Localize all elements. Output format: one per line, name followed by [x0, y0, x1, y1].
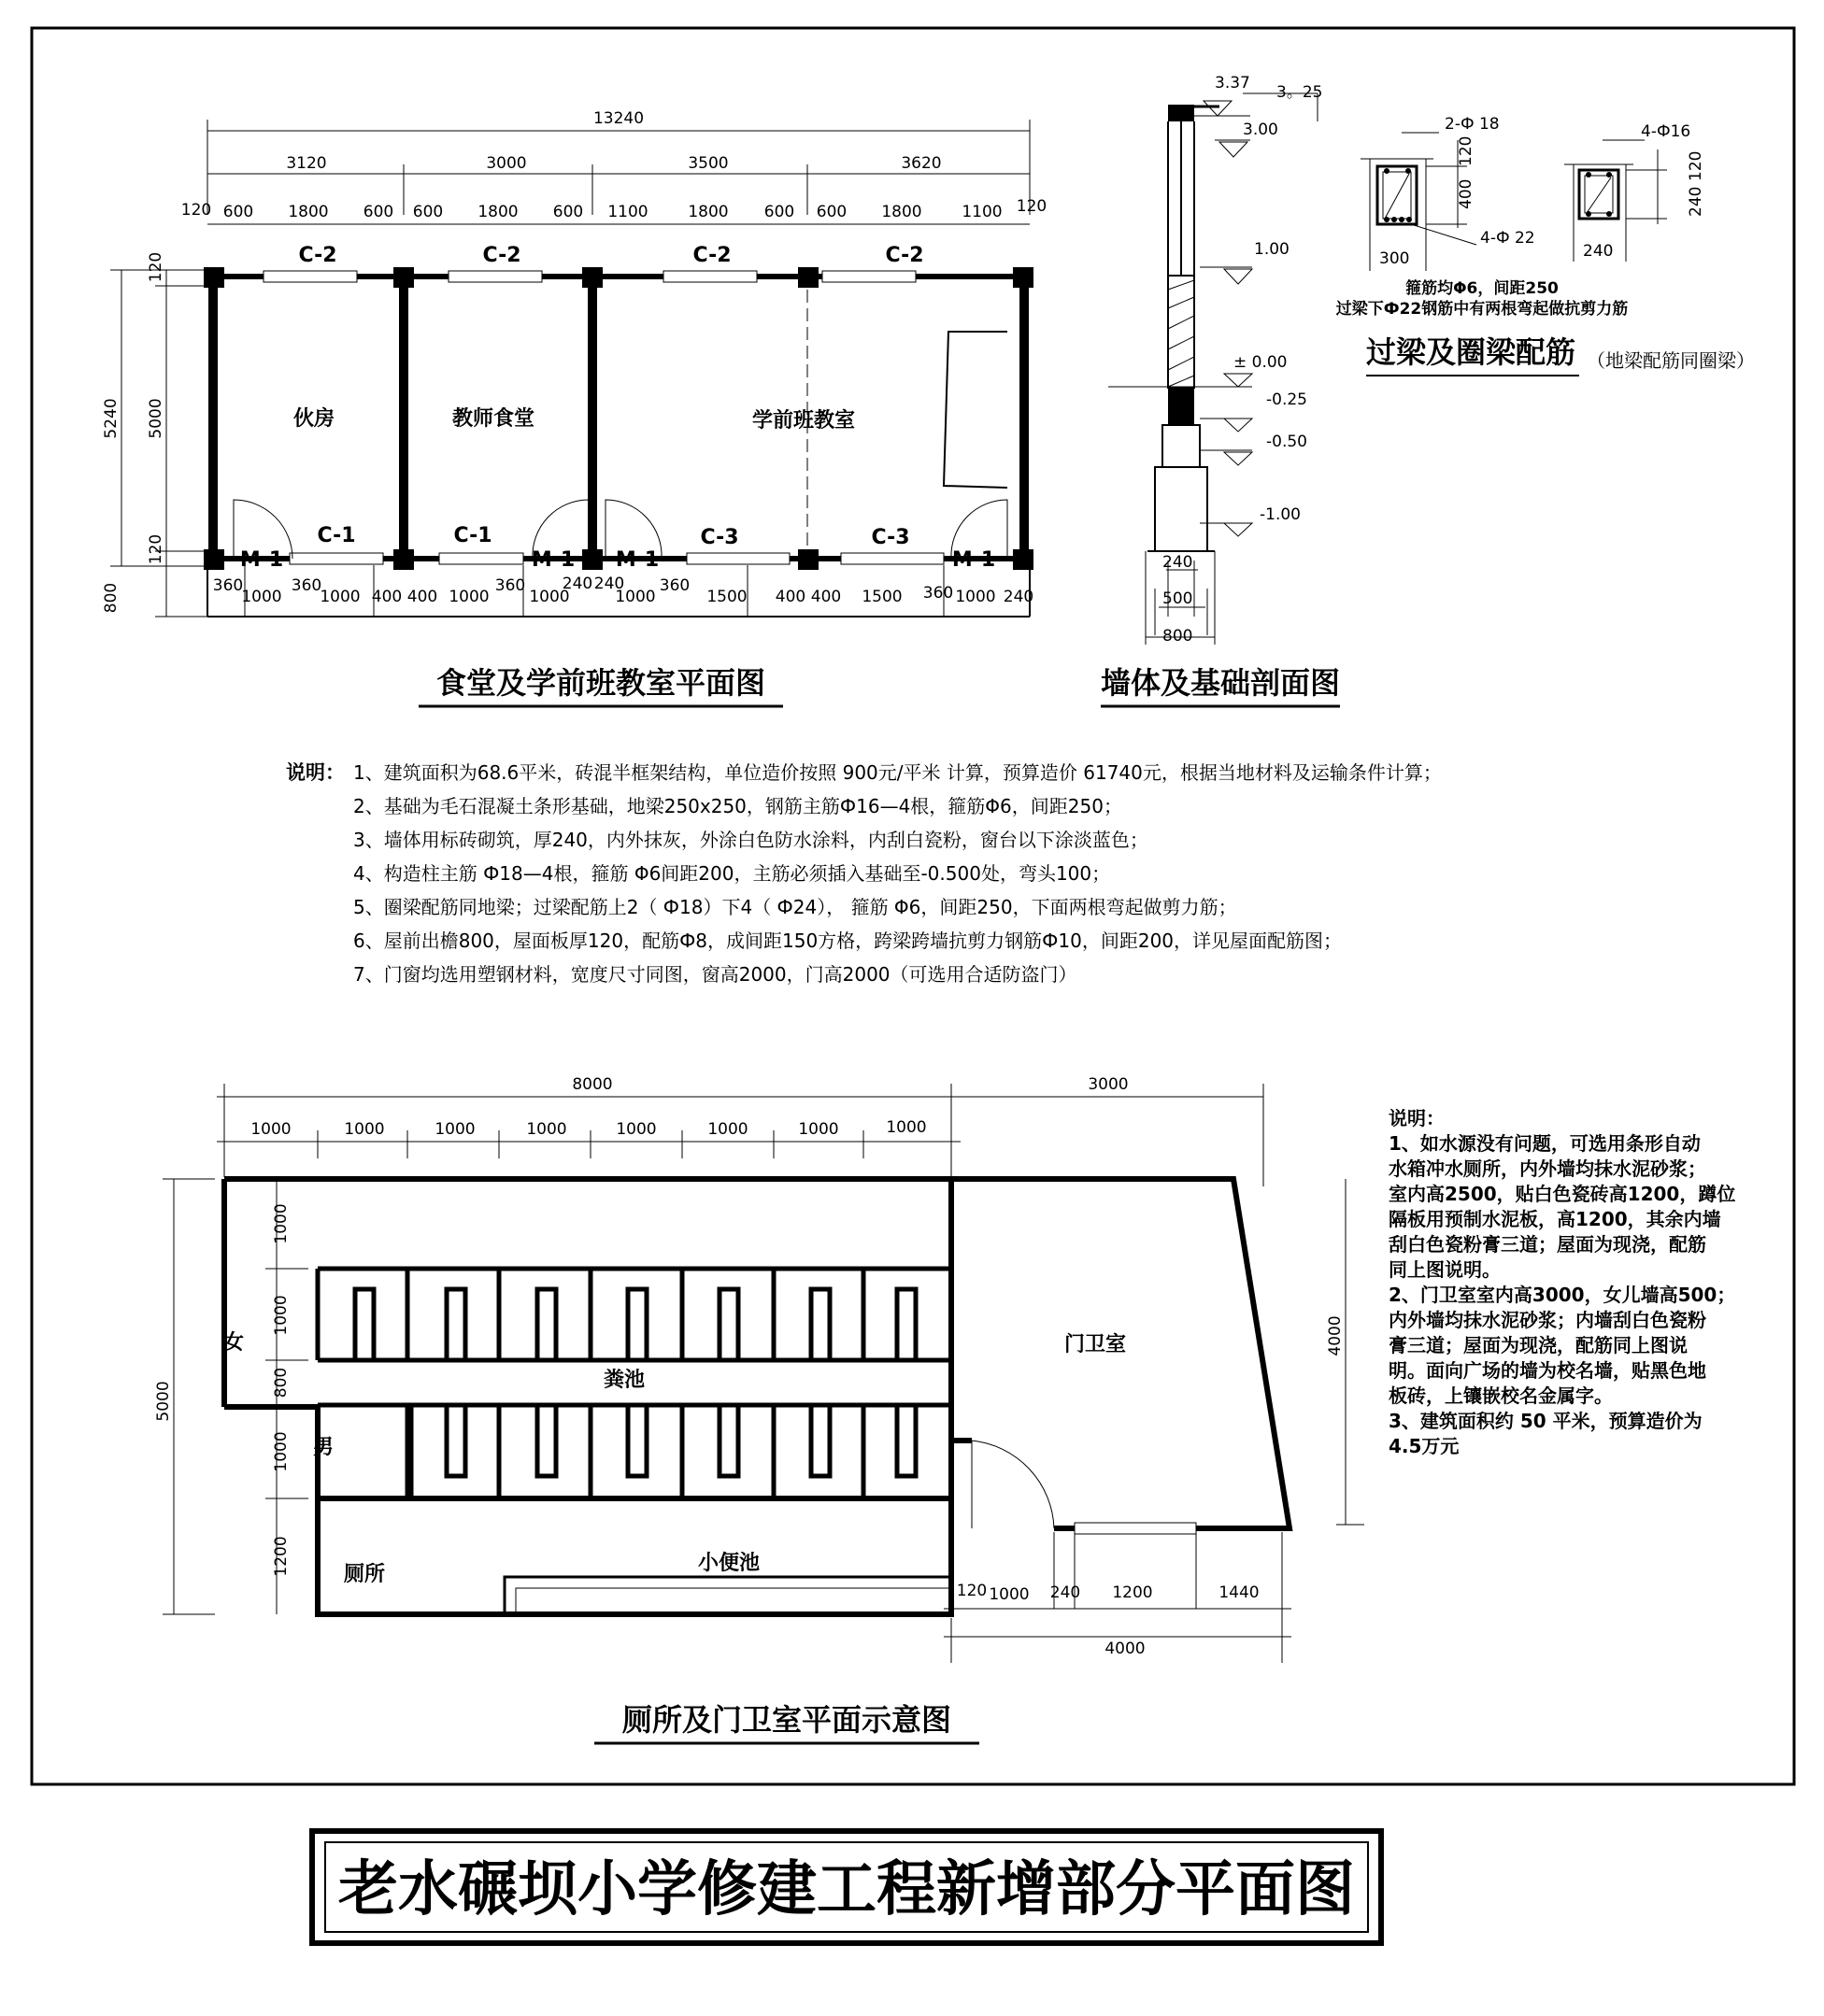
beam-dim: 400 — [1457, 178, 1475, 209]
level: -0.50 — [1266, 433, 1307, 451]
level: 1.00 — [1254, 240, 1290, 259]
notes2-line: 内外墙均抹水泥砂浆；内墙刮白色瓷粉 — [1389, 1309, 1706, 1331]
plan1-bay: 3620 — [901, 154, 942, 173]
section-width: 240 — [1162, 553, 1193, 572]
beam-note: 过梁下Ф22钢筋中有两根弯起做抗剪力筋 — [1335, 300, 1629, 319]
plan2-bottom-seg: 240 — [1049, 1583, 1081, 1602]
notes2-line: 1、如水源没有问题，可选用条形自动 — [1389, 1132, 1701, 1155]
room-label: 伙房 — [292, 407, 335, 431]
plan1-bay: 3120 — [286, 154, 327, 173]
note-item: 4、构造柱主筋 Ф18—4根，箍筋 Φ6间距200，主筋必须插入基础至-0.500处，弯头100； — [353, 862, 1111, 885]
plan2-bottom-total: 4000 — [1104, 1640, 1146, 1658]
note-item: 6、屋前出檐800，屋面板厚120，配筋Ф8，成间距150方格，跨梁跨墙抗剪力钢筋Ф10，间距200，详见屋面配筋图； — [353, 930, 1343, 952]
door-label: M-1 — [239, 548, 284, 572]
notes2-line: 2、门卫室室内高3000，女儿墙高500； — [1389, 1284, 1736, 1306]
window-label: C-3 — [871, 526, 910, 549]
plan2-left-seg: 1000 — [272, 1203, 291, 1244]
notes2-line: 4.5万元 — [1389, 1435, 1460, 1457]
notes2-line: 室内高2500，贴白色瓷砖高1200，蹲位 — [1389, 1183, 1736, 1205]
door-label: M-1 — [951, 548, 996, 572]
plan2-seg: 1000 — [616, 1120, 657, 1139]
bottom-seg: 400 — [406, 588, 438, 606]
notes2-line: 板砖，上镶嵌校名金属字。 — [1389, 1384, 1613, 1407]
top-seg: 120 — [180, 201, 212, 220]
beam-rebar-label: 4-Ф16 — [1641, 122, 1691, 141]
bottom-seg: 1000 — [241, 588, 282, 606]
notes2-line: 隔板用预制水泥板，高1200，其余内墙 — [1389, 1208, 1721, 1230]
note-item: 7、门窗均选用塑钢材料，宽度尺寸同图，窗高2000，门高2000（可选用合适防盗门） — [353, 963, 1077, 986]
note-item: 5、圈梁配筋同地梁；过梁配筋上2（ Ф18）下4（ Ф24）， 箍筋 Φ6，间距250，下面两根弯起做剪力筋； — [353, 896, 1237, 918]
left-dim: 120 — [147, 533, 165, 565]
plan2-bottom-seg: 1000 — [989, 1585, 1030, 1604]
plan2-left-seg: 800 — [272, 1367, 291, 1398]
bottom-seg: 360 — [922, 584, 954, 603]
left-dim: 5240 — [102, 398, 121, 439]
top-seg: 1100 — [607, 203, 648, 221]
notes2 — [1389, 1107, 1735, 1457]
bottom-seg: 400 — [775, 588, 806, 606]
section-width: 500 — [1162, 589, 1193, 608]
beam-rebar-label: 2-Ф 18 — [1445, 115, 1500, 134]
window-label: C-3 — [700, 526, 739, 549]
notes2-line: 3、建筑面积约 50 平米，预算造价为 — [1389, 1410, 1703, 1432]
bottom-seg: 400 — [371, 588, 403, 606]
plan2-overall: 3000 — [1088, 1075, 1129, 1094]
top-seg: 600 — [552, 203, 584, 221]
room-female: 女 — [222, 1331, 245, 1355]
level: -0.25 — [1266, 390, 1307, 409]
room-pit: 粪池 — [603, 1369, 646, 1392]
section-width: 800 — [1162, 627, 1193, 646]
top-seg: 600 — [816, 203, 848, 221]
plan2-right-dim: 4000 — [1326, 1315, 1345, 1356]
window-label: C-2 — [692, 244, 732, 267]
top-seg: 600 — [222, 203, 254, 221]
beam-dim: 120 — [1687, 150, 1705, 181]
top-seg: 1800 — [288, 203, 329, 221]
bottom-seg: 360 — [212, 576, 244, 595]
beam-dim: 120 — [1457, 135, 1475, 166]
left-dim: 5000 — [147, 398, 165, 439]
window-label: C-2 — [482, 244, 521, 267]
bottom-seg: 360 — [659, 576, 691, 595]
door-label: M-1 — [531, 548, 576, 572]
bottom-seg: 400 — [810, 588, 842, 606]
beam-title: 过梁及圈梁配筋 — [1366, 334, 1576, 370]
beam-dim: 300 — [1379, 249, 1410, 268]
plan1-title: 食堂及学前班教室平面图 — [435, 665, 766, 701]
main-title: 老水碾坝小学修建工程新增部分平面图 — [338, 1855, 1355, 1924]
note-item: 1、建筑面积为68.6平米，砖混半框架结构，单位造价按照 900元/平米 计算，预算造价 61740元，根据当地材料及运输条件计算； — [353, 761, 1442, 784]
bottom-seg: 1000 — [955, 588, 996, 606]
room-label: 教师食堂 — [451, 407, 535, 431]
level: ± 0.00 — [1233, 353, 1288, 372]
bottom-seg: 1500 — [706, 588, 748, 606]
plan2-seg: 1000 — [435, 1120, 476, 1139]
bottom-seg: 1000 — [320, 588, 361, 606]
top-seg: 600 — [412, 203, 444, 221]
notes1 — [286, 761, 1442, 986]
plan2-seg: 1000 — [798, 1120, 839, 1139]
left-dim: 120 — [147, 251, 165, 283]
room-guard: 门卫室 — [1063, 1333, 1127, 1356]
top-seg: 1800 — [477, 203, 519, 221]
notes2-line: 同上图说明。 — [1389, 1258, 1501, 1281]
note-item: 3、墙体用标砖砌筑，厚240，内外抹灰，外涂白色防水涂料，内刮白瓷粉，窗台以下涂淡蓝色； — [353, 829, 1148, 851]
room-toilet: 厕所 — [343, 1563, 386, 1586]
plan1-bay: 3000 — [486, 154, 527, 173]
bottom-seg: 240 — [1003, 588, 1034, 606]
top-seg: 1800 — [881, 203, 922, 221]
plan2-seg: 1000 — [344, 1120, 385, 1139]
bottom-seg: 240 — [593, 575, 625, 593]
notes2-line: 刮白色瓷粉膏三道；屋面为现浇，配筋 — [1389, 1233, 1706, 1256]
level: -1.00 — [1260, 505, 1301, 524]
room-male: 男 — [312, 1436, 335, 1459]
plan2-left-seg: 1000 — [272, 1295, 291, 1336]
plan2-title: 厕所及门卫室平面示意图 — [621, 1702, 952, 1738]
window-label: C-1 — [453, 524, 492, 547]
bottom-seg: 1500 — [862, 588, 903, 606]
plan2-left-total: 5000 — [154, 1381, 173, 1422]
plan2-seg: 1000 — [886, 1118, 927, 1137]
level: 3。25 — [1276, 83, 1323, 102]
beam-subtitle: （地梁配筋同圈梁） — [1587, 349, 1755, 372]
plan2-bottom-seg: 120 — [956, 1582, 988, 1600]
plan2-bottom-seg: 1200 — [1112, 1583, 1153, 1602]
notes1-heading: 说明： — [286, 761, 345, 784]
bottom-seg: 360 — [494, 576, 526, 595]
level: 3.37 — [1215, 74, 1250, 92]
window-label: C-1 — [317, 524, 356, 547]
plan1-bay: 3500 — [688, 154, 729, 173]
top-seg: 600 — [363, 203, 394, 221]
plan2-seg: 1000 — [707, 1120, 748, 1139]
bottom-seg: 1000 — [615, 588, 656, 606]
plan2-overall: 8000 — [572, 1075, 613, 1094]
window-label: C-2 — [885, 244, 924, 267]
beam-dim: 240 — [1687, 186, 1705, 217]
room-label: 学前班教室 — [751, 409, 856, 433]
plan2-seg: 1000 — [526, 1120, 567, 1139]
plan1-overall-dim: 13240 — [592, 109, 645, 128]
plan1-labels — [102, 109, 1047, 701]
top-seg: 1800 — [688, 203, 729, 221]
bottom-seg: 1000 — [529, 588, 570, 606]
plan2-left-seg: 1200 — [272, 1536, 291, 1577]
beam-rebar-label: 4-Ф 22 — [1480, 229, 1535, 248]
notes2-line: 水箱冲水厕所，内外墙均抹水泥砂浆； — [1389, 1157, 1706, 1180]
beam-dim: 240 — [1583, 242, 1614, 261]
section-title: 墙体及基础剖面图 — [1101, 665, 1341, 701]
door-label: M-1 — [615, 548, 660, 572]
notes2-line: 说明： — [1389, 1107, 1445, 1129]
plan2-left-seg: 1000 — [272, 1431, 291, 1472]
plan2-bottom-seg: 1440 — [1218, 1583, 1260, 1602]
room-urinal: 小便池 — [697, 1552, 761, 1575]
bottom-seg: 360 — [291, 576, 322, 595]
notes2-line: 明。面向广场的墙为校名墙，贴黑色地 — [1389, 1359, 1706, 1382]
top-seg: 600 — [763, 203, 795, 221]
beam-labels — [1336, 115, 1755, 372]
bottom-seg: 1000 — [449, 588, 490, 606]
level: 3.00 — [1243, 121, 1278, 139]
note-item: 2、基础为毛石混凝土条形基础，地梁250x250，钢筋主筋Ф16—4根，箍筋Φ6，间距250； — [353, 795, 1122, 817]
plan2-seg: 1000 — [250, 1120, 292, 1139]
window-label: C-2 — [298, 244, 337, 267]
top-seg: 120 — [1016, 197, 1047, 216]
top-seg: 1100 — [962, 203, 1003, 221]
bottom-seg: 240 — [562, 575, 593, 593]
plan2 — [163, 1084, 1364, 1663]
left-dim: 800 — [102, 582, 121, 614]
beam-note: 箍筋均Φ6，间距250 — [1405, 279, 1559, 298]
notes2-line: 膏三道；屋面为现浇，配筋同上图说 — [1389, 1334, 1688, 1356]
